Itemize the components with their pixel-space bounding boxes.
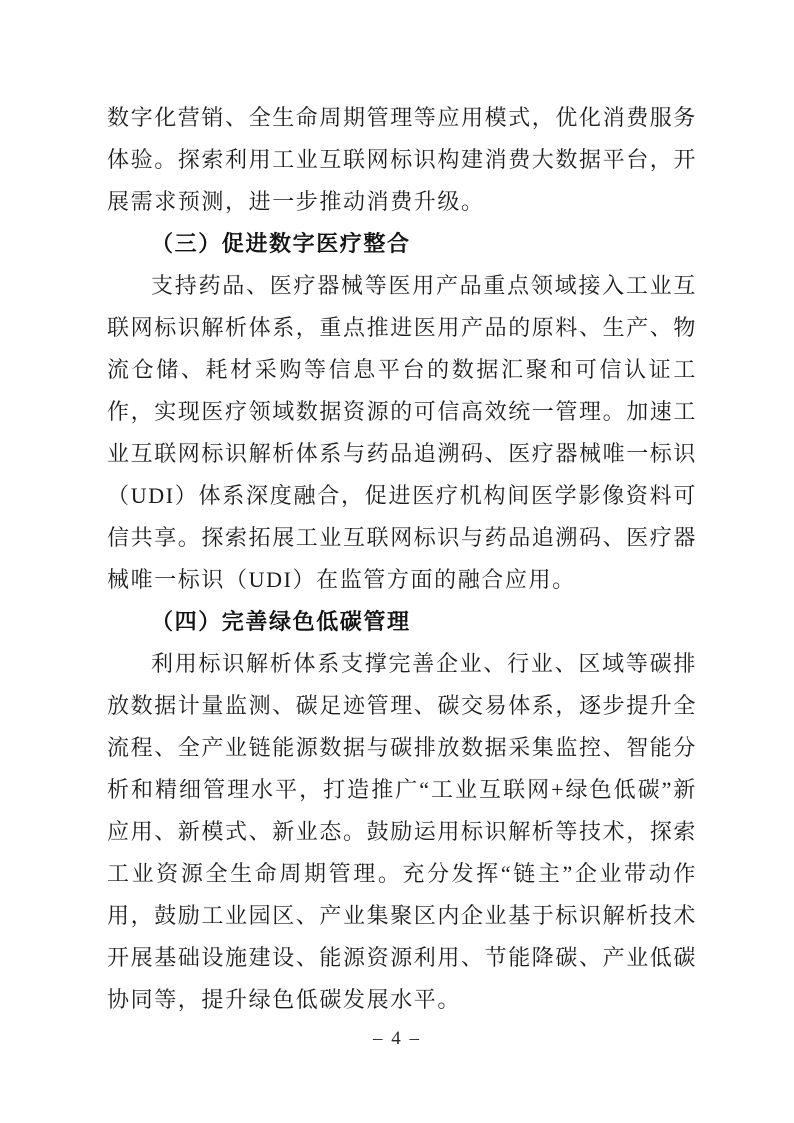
paragraph-digital-medical: 支持药品、医疗器械等医用产品重点领域接入工业互联网标识解析体系，重点推进医用产品的原料、生产、物流仓储、耗材采购等信息平台的数据汇聚和可信认证工作，实现医疗领域数据资源的可信高效统一管理。加速工业互联网标识解析体系与药品追溯码、医疗器械唯一标识（UDI）体系深度融合，促进医疗机构间医学影像资料可信共享。探索拓展工业互联网标识与药品追溯码、医疗器械唯一标识（UDI）在监管方面的融合应用。 <box>107 273 698 592</box>
paragraph-continuation: 数字化营销、全生命周期管理等应用模式，优化消费服务体验。探索利用工业互联网标识构建消费大数据平台，开展需求预测，进一步推动消费升级。 <box>107 105 698 214</box>
section-heading-4: （四）完善绿色低碳管理 <box>151 609 411 634</box>
section-heading-3: （三）促进数字医疗整合 <box>151 231 411 256</box>
paragraph-green-lowcarbon: 利用标识解析体系支撑完善企业、行业、区域等碳排放数据计量监测、碳足迹管理、碳交易体系，逐步提升全流程、全产业链能源数据与碳排放数据采集监控、智能分析和精细管理水平，打造推广“工业互联网+绿色低碳”新应用、新模式、新业态。鼓励运用标识解析等技术，探索工业资源全生命周期管理。充分发挥“链主”企业带动作用，鼓励工业园区、产业集聚区内企业基于标识解析技术开展基础设施建设、能源资源利用、节能降碳、产业低碳协同等，提升绿色低碳发展水平。 <box>107 651 698 1012</box>
document-body <box>107 97 697 1021</box>
page-number: – 4 – <box>373 1028 421 1049</box>
